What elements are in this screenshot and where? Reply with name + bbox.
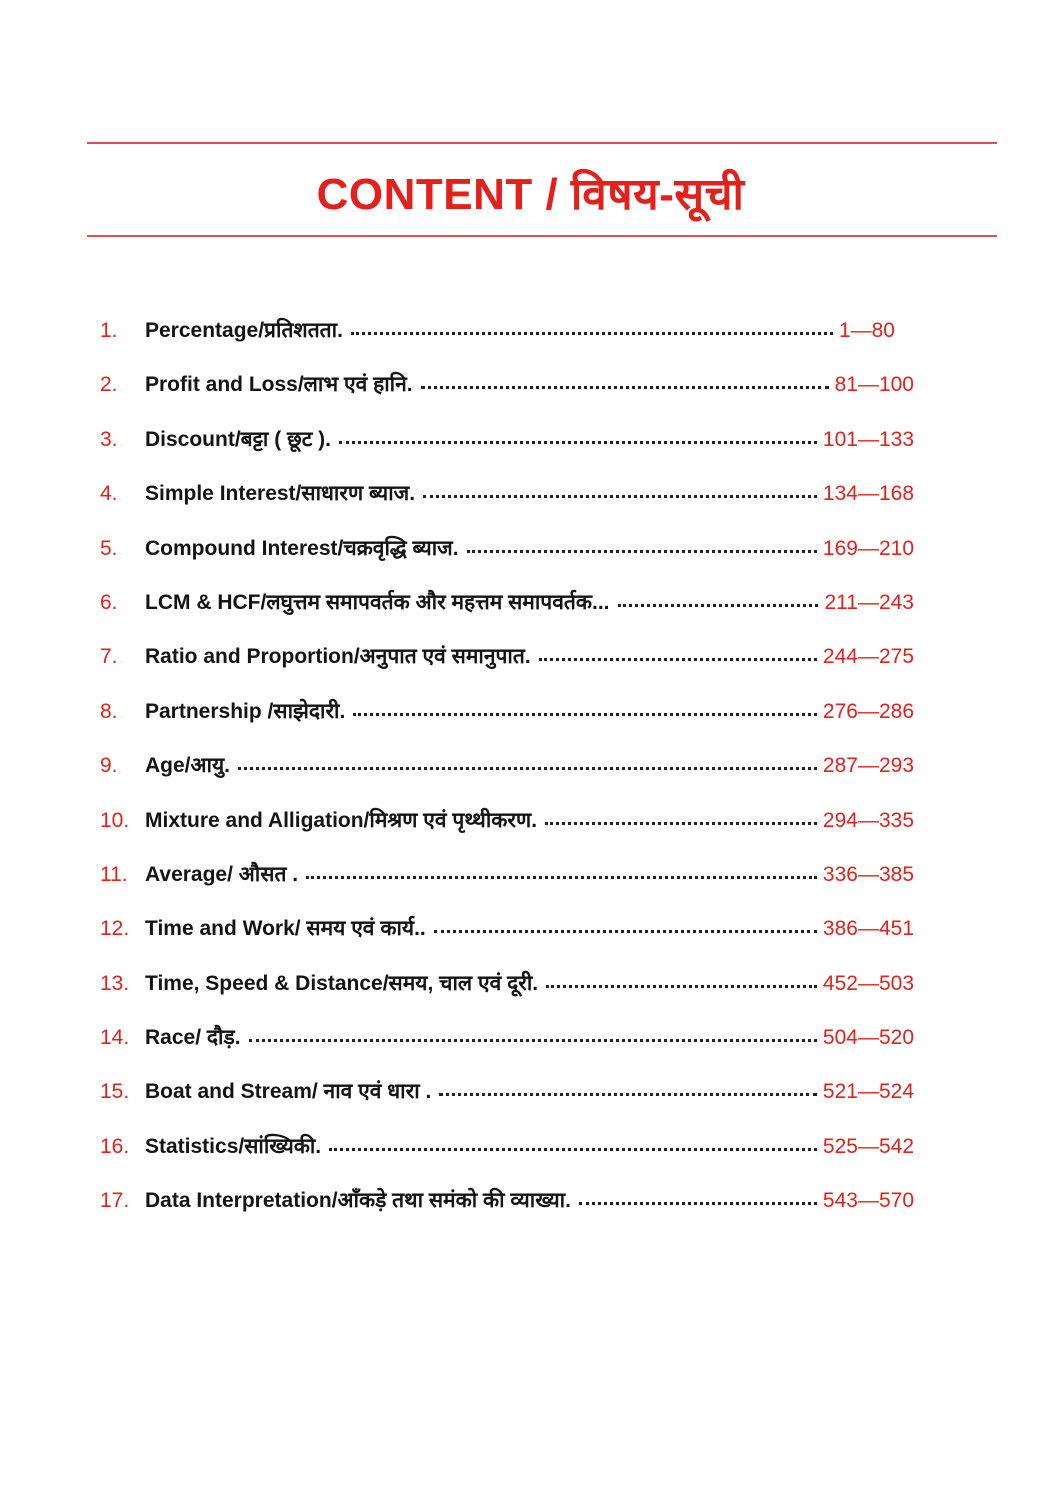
top-divider <box>87 142 997 144</box>
entry-number: 6. <box>100 590 118 614</box>
entry-pages: 452—503 <box>822 971 914 995</box>
toc-entry <box>100 588 914 642</box>
entry-title: Data Interpretation/आँकड़े तथा समंको की व्याख्या. <box>145 1189 571 1213</box>
dot-leader <box>249 1039 817 1042</box>
dot-leader <box>421 386 829 389</box>
dot-leader <box>467 550 817 553</box>
toc-entry <box>100 1132 914 1186</box>
entry-number: 10. <box>100 808 130 832</box>
entry-title: Profit and Loss/लाभ एवं हानि. <box>145 373 413 397</box>
entry-title: LCM & HCF/लघुत्तम समापवर्तक और महत्तम समापवर्तक... <box>145 590 610 614</box>
entry-title: Average/ औसत . <box>145 862 299 886</box>
entry-title: Simple Interest/साधारण ब्याज. <box>145 482 416 506</box>
entry-pages: 525—542 <box>822 1134 914 1158</box>
entry-number: 17. <box>100 1189 130 1213</box>
entry-pages: 81—100 <box>834 373 914 397</box>
dot-leader <box>545 822 817 825</box>
entry-number: 14. <box>100 1026 130 1050</box>
entry-number: 9. <box>100 754 118 778</box>
entry-number: 12. <box>100 917 130 941</box>
toc-entry <box>100 479 914 533</box>
entry-pages: 543—570 <box>822 1189 914 1213</box>
entry-title: Age/आयु. <box>145 754 230 778</box>
entry-pages: 244—275 <box>822 645 914 669</box>
dot-leader <box>439 1093 817 1096</box>
toc-entry <box>100 697 914 751</box>
entry-pages: 134—168 <box>822 482 914 506</box>
toc-entry <box>100 751 914 805</box>
entry-pages: 287—293 <box>822 754 914 778</box>
entry-title: Partnership /साझेदारी. <box>145 699 346 723</box>
entry-number: 13. <box>100 971 130 995</box>
entry-title: Time, Speed & Distance/समय, चाल एवं दूरी. <box>145 971 539 995</box>
entry-number: 11. <box>100 862 128 886</box>
entry-pages: 211—243 <box>824 590 914 614</box>
table-of-contents <box>100 316 914 1241</box>
entry-number: 4. <box>100 482 118 506</box>
toc-entry <box>100 1186 914 1240</box>
toc-entry <box>100 534 914 588</box>
dot-leader <box>339 441 817 444</box>
dot-leader <box>434 930 817 933</box>
toc-entry <box>100 860 914 914</box>
toc-entry <box>100 969 914 1023</box>
entry-pages: 276—286 <box>822 699 914 723</box>
entry-pages: 169—210 <box>822 536 914 560</box>
entry-title: Boat and Stream/ नाव एवं धारा . <box>145 1080 432 1104</box>
dot-leader <box>423 495 817 498</box>
entry-pages: 1—80 <box>838 319 895 342</box>
entry-number: 1. <box>100 319 118 342</box>
entry-pages: 336—385 <box>822 862 914 886</box>
entry-title: Ratio and Proportion/अनुपात एवं समानुपात. <box>145 645 531 669</box>
toc-entry <box>100 1023 914 1077</box>
dot-leader <box>306 876 817 879</box>
dot-leader <box>238 767 817 770</box>
dot-leader <box>351 332 833 335</box>
entry-title: Percentage/प्रतिशतता. <box>145 319 343 342</box>
bottom-divider <box>87 235 997 237</box>
entry-title: Discount/बट्टा ( छूट ). <box>145 427 331 451</box>
entry-pages: 504—520 <box>822 1026 914 1050</box>
entry-title: Mixture and Alligation/मिश्रण एवं पृथ्थीकरण. <box>145 808 538 832</box>
dot-leader <box>539 658 817 661</box>
entry-number: 5. <box>100 536 118 560</box>
entry-number: 3. <box>100 427 118 451</box>
toc-entry <box>100 316 914 370</box>
toc-entry <box>100 1077 914 1131</box>
entry-title: Race/ दौड़. <box>145 1026 241 1050</box>
toc-entry <box>100 642 914 696</box>
toc-entry <box>100 425 914 479</box>
entry-pages: 101—133 <box>822 427 914 451</box>
entry-title: Statistics/सांख्यिकी. <box>145 1134 322 1158</box>
entry-pages: 521—524 <box>822 1080 914 1104</box>
entry-number: 2. <box>100 373 118 397</box>
dot-leader <box>546 985 817 988</box>
entry-pages: 386—451 <box>822 917 914 941</box>
toc-entry <box>100 806 914 860</box>
entry-pages: 294—335 <box>822 808 914 832</box>
entry-number: 7. <box>100 645 118 669</box>
page-title: CONTENT / विषय-सूची <box>316 170 745 219</box>
entry-title: Time and Work/ समय एवं कार्य.. <box>145 917 426 941</box>
toc-entry <box>100 370 914 424</box>
toc-entry <box>100 914 914 968</box>
entry-number: 15. <box>100 1080 130 1104</box>
entry-number: 16. <box>100 1134 130 1158</box>
dot-leader <box>618 604 819 607</box>
dot-leader <box>353 713 817 716</box>
dot-leader <box>329 1148 817 1151</box>
dot-leader <box>579 1202 817 1205</box>
entry-title: Compound Interest/चक्रवृद्धि ब्याज. <box>145 536 459 560</box>
entry-number: 8. <box>100 699 118 723</box>
